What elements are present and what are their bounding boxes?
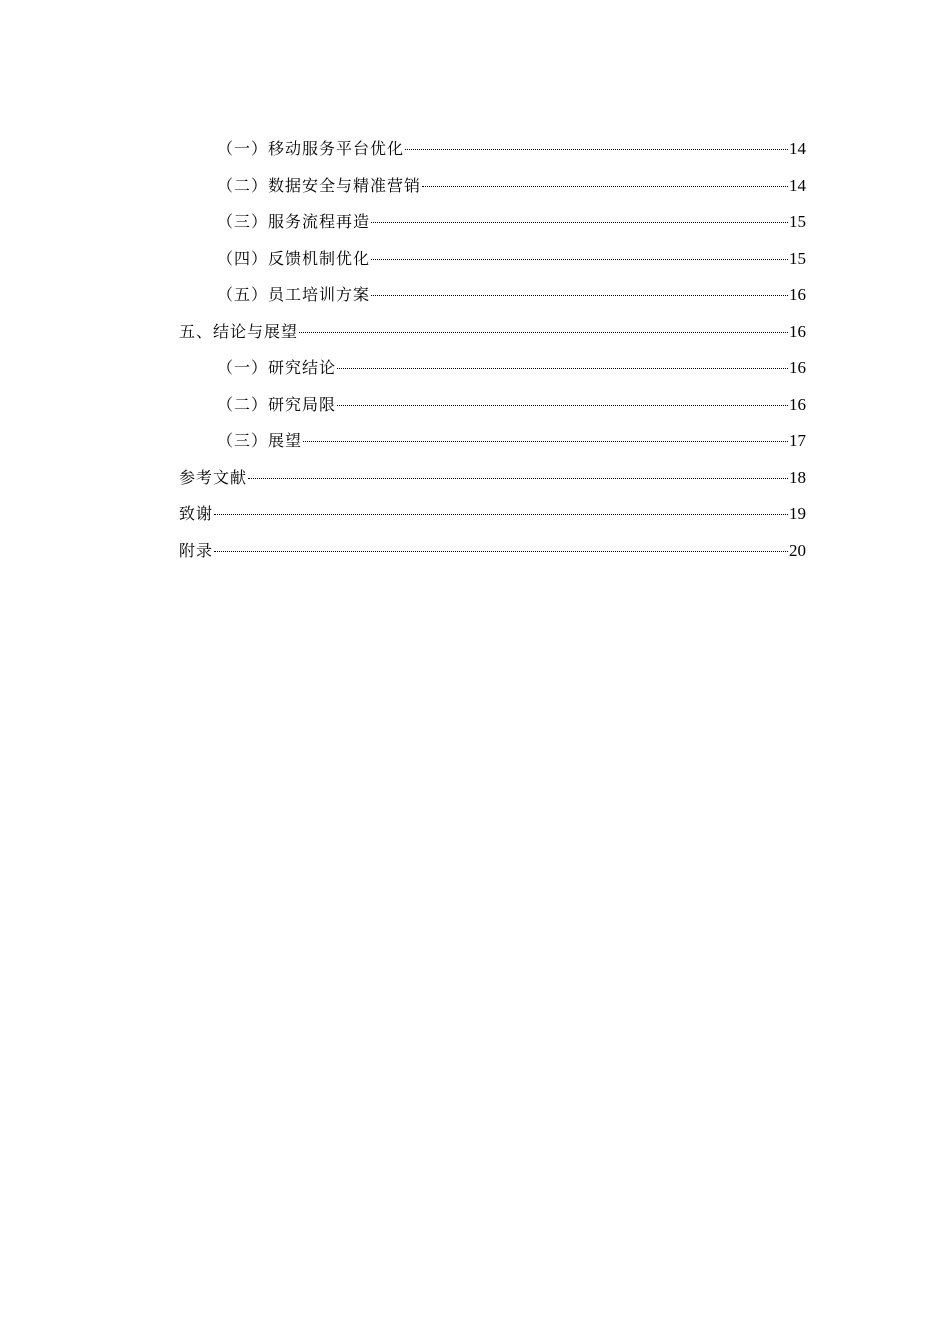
toc-leader-dots (299, 332, 788, 333)
toc-entry-title: 五、结论与展望 (179, 321, 299, 341)
toc-entry-page: 16 (789, 321, 806, 341)
toc-entry[interactable] (179, 168, 806, 205)
toc-entry[interactable] (179, 423, 806, 460)
toc-entry[interactable] (179, 533, 806, 570)
toc-leader-dots (422, 186, 788, 187)
toc-entry-page: 16 (789, 358, 806, 377)
toc-entry[interactable] (179, 277, 806, 314)
toc-entry[interactable] (179, 460, 806, 497)
toc-leader-dots (371, 259, 788, 260)
toc-entry-page: 18 (789, 467, 806, 487)
toc-leader-dots (248, 478, 788, 479)
toc-entry-title: 参考文献 (179, 467, 248, 487)
toc-entry-title: （四）反馈机制优化 (217, 248, 371, 268)
toc-entry-page: 19 (789, 504, 806, 523)
toc-entry-title: 附录 (179, 540, 214, 560)
toc-leader-dots (405, 149, 788, 150)
toc-leader-dots (214, 551, 788, 552)
toc-entry-page: 16 (789, 285, 806, 304)
toc-entry-title: （一）研究结论 (217, 358, 337, 377)
toc-entry-title: （三）展望 (217, 431, 303, 450)
toc-entry-page: 14 (789, 139, 806, 158)
toc-entry[interactable] (179, 350, 806, 387)
toc-leader-dots (214, 514, 788, 515)
toc-entry[interactable] (179, 314, 806, 351)
toc-leader-dots (337, 405, 788, 406)
table-of-contents (179, 131, 806, 569)
toc-entry-page: 17 (789, 431, 806, 450)
toc-entry-page: 15 (789, 212, 806, 231)
toc-leader-dots (371, 295, 788, 296)
toc-entry-title: （二）研究局限 (217, 394, 337, 414)
toc-entry[interactable] (179, 241, 806, 278)
toc-entry-title: （二）数据安全与精准营销 (217, 175, 422, 195)
toc-entry[interactable] (179, 204, 806, 241)
toc-entry-page: 20 (789, 540, 806, 560)
toc-entry[interactable] (179, 496, 806, 533)
toc-entry-page: 15 (789, 248, 806, 268)
toc-entry-page: 14 (789, 175, 806, 195)
toc-leader-dots (303, 441, 788, 442)
toc-entry-title: （三）服务流程再造 (217, 212, 371, 231)
toc-entry[interactable] (179, 131, 806, 168)
toc-entry[interactable] (179, 387, 806, 424)
toc-entry-title: （五）员工培训方案 (217, 285, 371, 304)
toc-entry-title: 致谢 (179, 504, 214, 523)
toc-leader-dots (371, 222, 788, 223)
toc-leader-dots (337, 368, 788, 369)
toc-entry-title: （一）移动服务平台优化 (217, 139, 405, 158)
toc-entry-page: 16 (789, 394, 806, 414)
